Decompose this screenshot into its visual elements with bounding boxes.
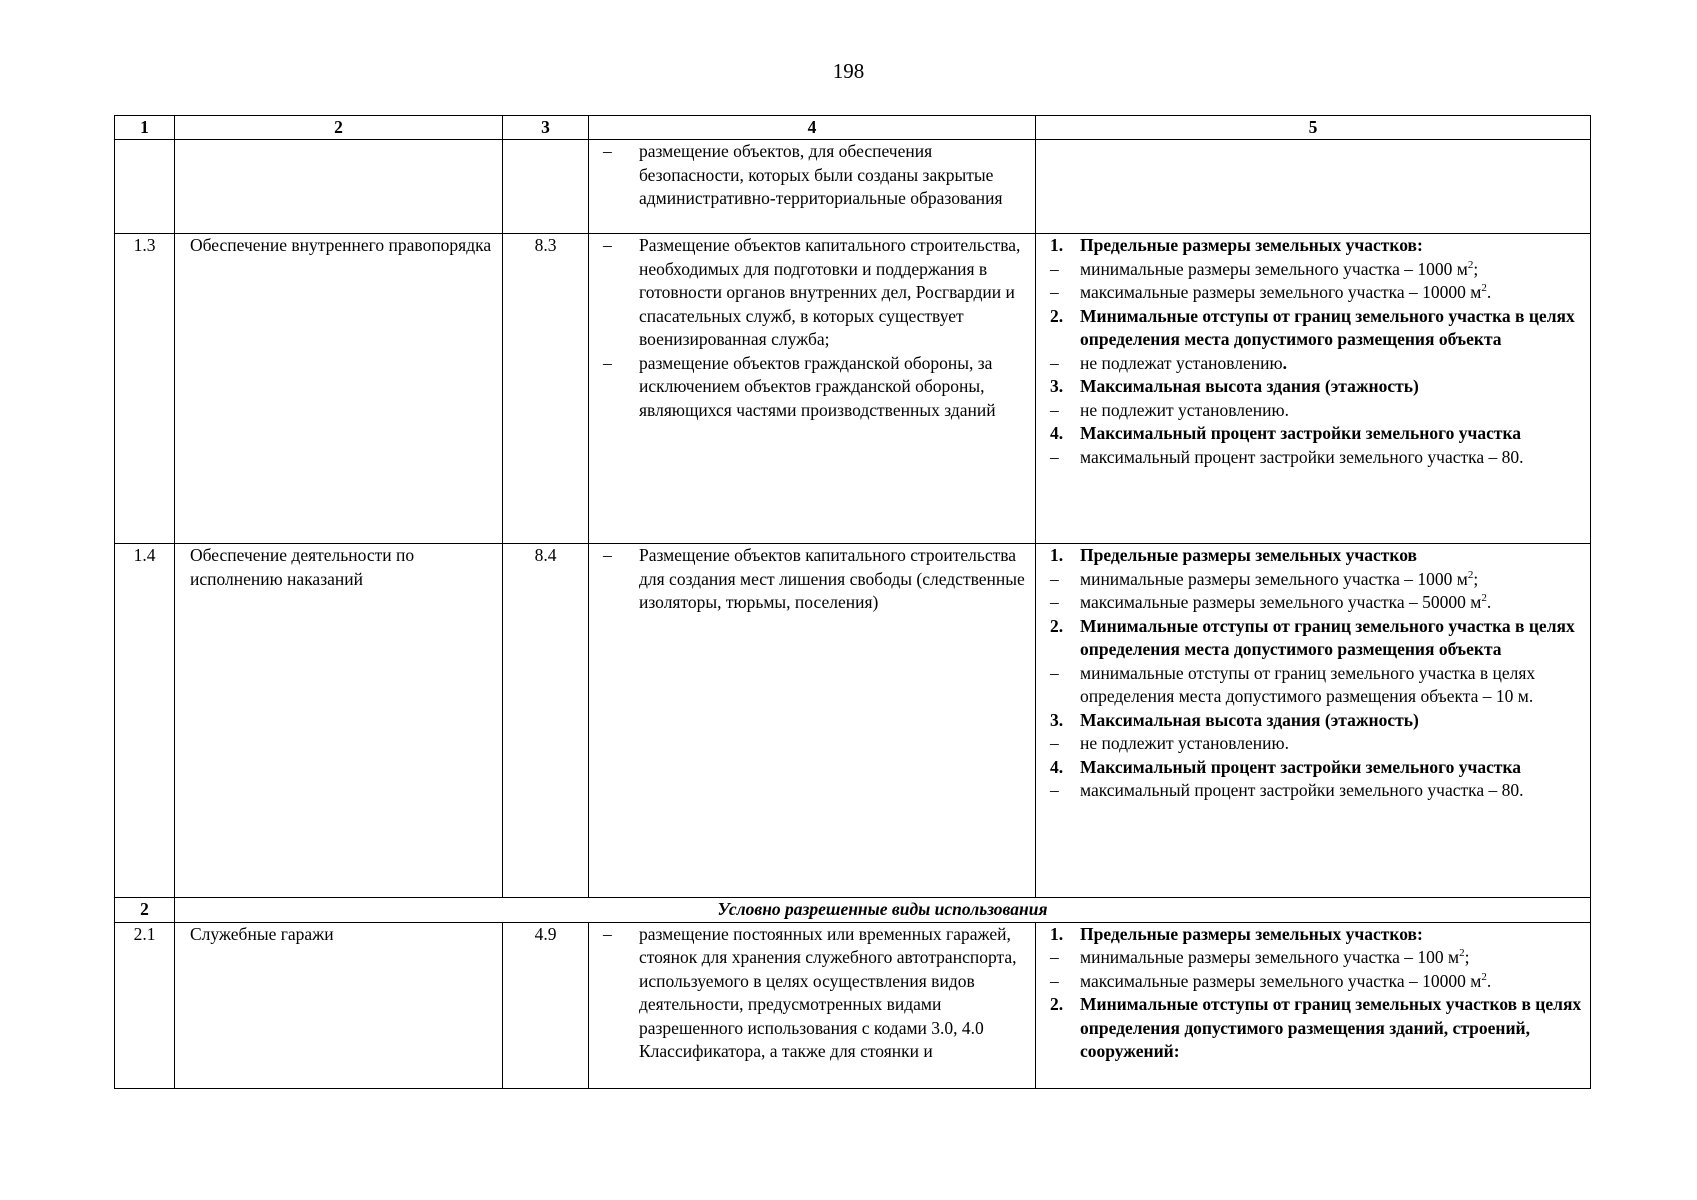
- param-heading: 3. Максимальная высота здания (этажность): [1050, 709, 1419, 730]
- use-type-cell: Обеспечение деятельности по исполнению наказаний: [175, 544, 503, 898]
- param-value: – максимальные размеры земельного участка – 50000 $м^2$.: [1050, 592, 1492, 612]
- parameters-cell: [1036, 544, 1591, 898]
- description-item: – размещение объектов, для обеспечения безопасности, которых были созданы закрытые административно-территориальные образования: [603, 141, 1003, 208]
- column-header-3: 3: [503, 116, 589, 140]
- param-value: – не подлежит установлению.: [1050, 733, 1289, 753]
- description-item: – Размещение объектов капитального строительства для создания мест лишения свободы (следственные изоляторы, тюрьмы, поселения): [603, 545, 1025, 612]
- param-heading: 2. Минимальные отступы от границ земельных участков в целях определения допустимого размещения зданий, строений, сооружений:: [1050, 994, 1582, 1061]
- description-cell: [589, 922, 1036, 1088]
- param-heading: 1. Предельные размеры земельных участков:: [1050, 235, 1423, 255]
- table-row: [115, 234, 1591, 544]
- description-item: – размещение объектов гражданской обороны, за исключением объектов гражданской обороны, являющихся частями производственных зданий: [603, 352, 996, 420]
- param-value: – максимальные размеры земельного участка – 10000 $м^2$.: [1050, 282, 1492, 302]
- table-row: [115, 922, 1591, 1088]
- use-type-cell: [175, 140, 503, 234]
- param-heading: 2. Минимальные отступы от границ земельного участка в целях определения места допустимого размещения объекта: [1050, 305, 1575, 349]
- param-heading: 1. Предельные размеры земельных участков:: [1050, 923, 1423, 944]
- param-value: – минимальные размеры земельного участка – 100 $м^2$;: [1050, 947, 1470, 967]
- description-cell: [589, 140, 1036, 234]
- column-header-2: 2: [175, 116, 503, 140]
- param-value: – минимальные размеры земельного участка – 1000 $м^2$;: [1050, 258, 1479, 279]
- column-header-5: 5: [1036, 116, 1591, 140]
- description-item: – размещение постоянных или временных гаражей, стоянок для хранения служебного автотранспорта, используемого в целях осуществления видов деятельности, предусмотренных видами разрешенного использования с кодами 3.0, 4.0 Классификатора, а также для стоянки и: [603, 923, 1017, 1061]
- param-heading: 1. Предельные размеры земельных участков: [1050, 545, 1417, 565]
- section-title: Условно разрешенные виды использования: [175, 898, 1591, 923]
- param-value: – минимальные размеры земельного участка – 1000 $м^2$;: [1050, 568, 1479, 589]
- code-cell: 8.4: [503, 544, 589, 898]
- code-cell: 8.3: [503, 234, 589, 544]
- param-value: – максимальный процент застройки земельного участка – 80.: [1050, 780, 1524, 800]
- row-number-cell: [115, 140, 175, 234]
- param-heading: 2. Минимальные отступы от границ земельного участка в целях определения места допустимого размещения объекта: [1050, 615, 1575, 659]
- param-heading: 4. Максимальный процент застройки земельного участка: [1050, 756, 1522, 777]
- column-header-1: 1: [115, 116, 175, 140]
- regulations-table: [114, 115, 1591, 1089]
- page-number: 198: [832, 59, 865, 83]
- param-value: – максимальные размеры земельного участка – 10000 $м^2$.: [1050, 970, 1492, 991]
- row-number-cell: 1.3: [115, 234, 175, 544]
- param-heading: 3. Максимальная высота здания (этажность): [1050, 376, 1419, 396]
- param-value: – минимальные отступы от границ земельного участка в целях определения места допустимого размещения объекта – 10 м.: [1050, 662, 1536, 706]
- param-value: – не подлежит установлению.: [1050, 399, 1289, 420]
- description-cell: [589, 544, 1036, 898]
- use-type-cell: Обеспечение внутреннего правопорядка: [175, 234, 503, 544]
- description-item: – Размещение объектов капитального строительства, необходимых для подготовки и поддержания в готовности органов внутренних дел, Росгвардии и спасательных служб, в которых существует военизированная служба;: [603, 235, 1021, 349]
- description-cell: [589, 234, 1036, 544]
- section-row: [115, 898, 1591, 923]
- param-value: – максимальный процент застройки земельного участка – 80.: [1050, 446, 1524, 467]
- row-number-cell: 1.4: [115, 544, 175, 898]
- parameters-cell: [1036, 922, 1591, 1088]
- table-row: [115, 140, 1591, 234]
- use-type-cell: Служебные гаражи: [175, 922, 503, 1088]
- param-value: – не подлежат установлению.: [1050, 352, 1287, 373]
- param-heading: 4. Максимальный процент застройки земельного участка: [1050, 423, 1522, 443]
- parameters-cell: [1036, 234, 1591, 544]
- section-number: 2: [115, 898, 175, 923]
- table-header-row: [115, 116, 1591, 140]
- row-number-cell: 2.1: [115, 922, 175, 1088]
- table-row: [115, 544, 1591, 898]
- column-header-4: 4: [589, 116, 1036, 140]
- code-cell: [503, 140, 589, 234]
- parameters-cell: [1036, 140, 1591, 234]
- code-cell: 4.9: [503, 922, 589, 1088]
